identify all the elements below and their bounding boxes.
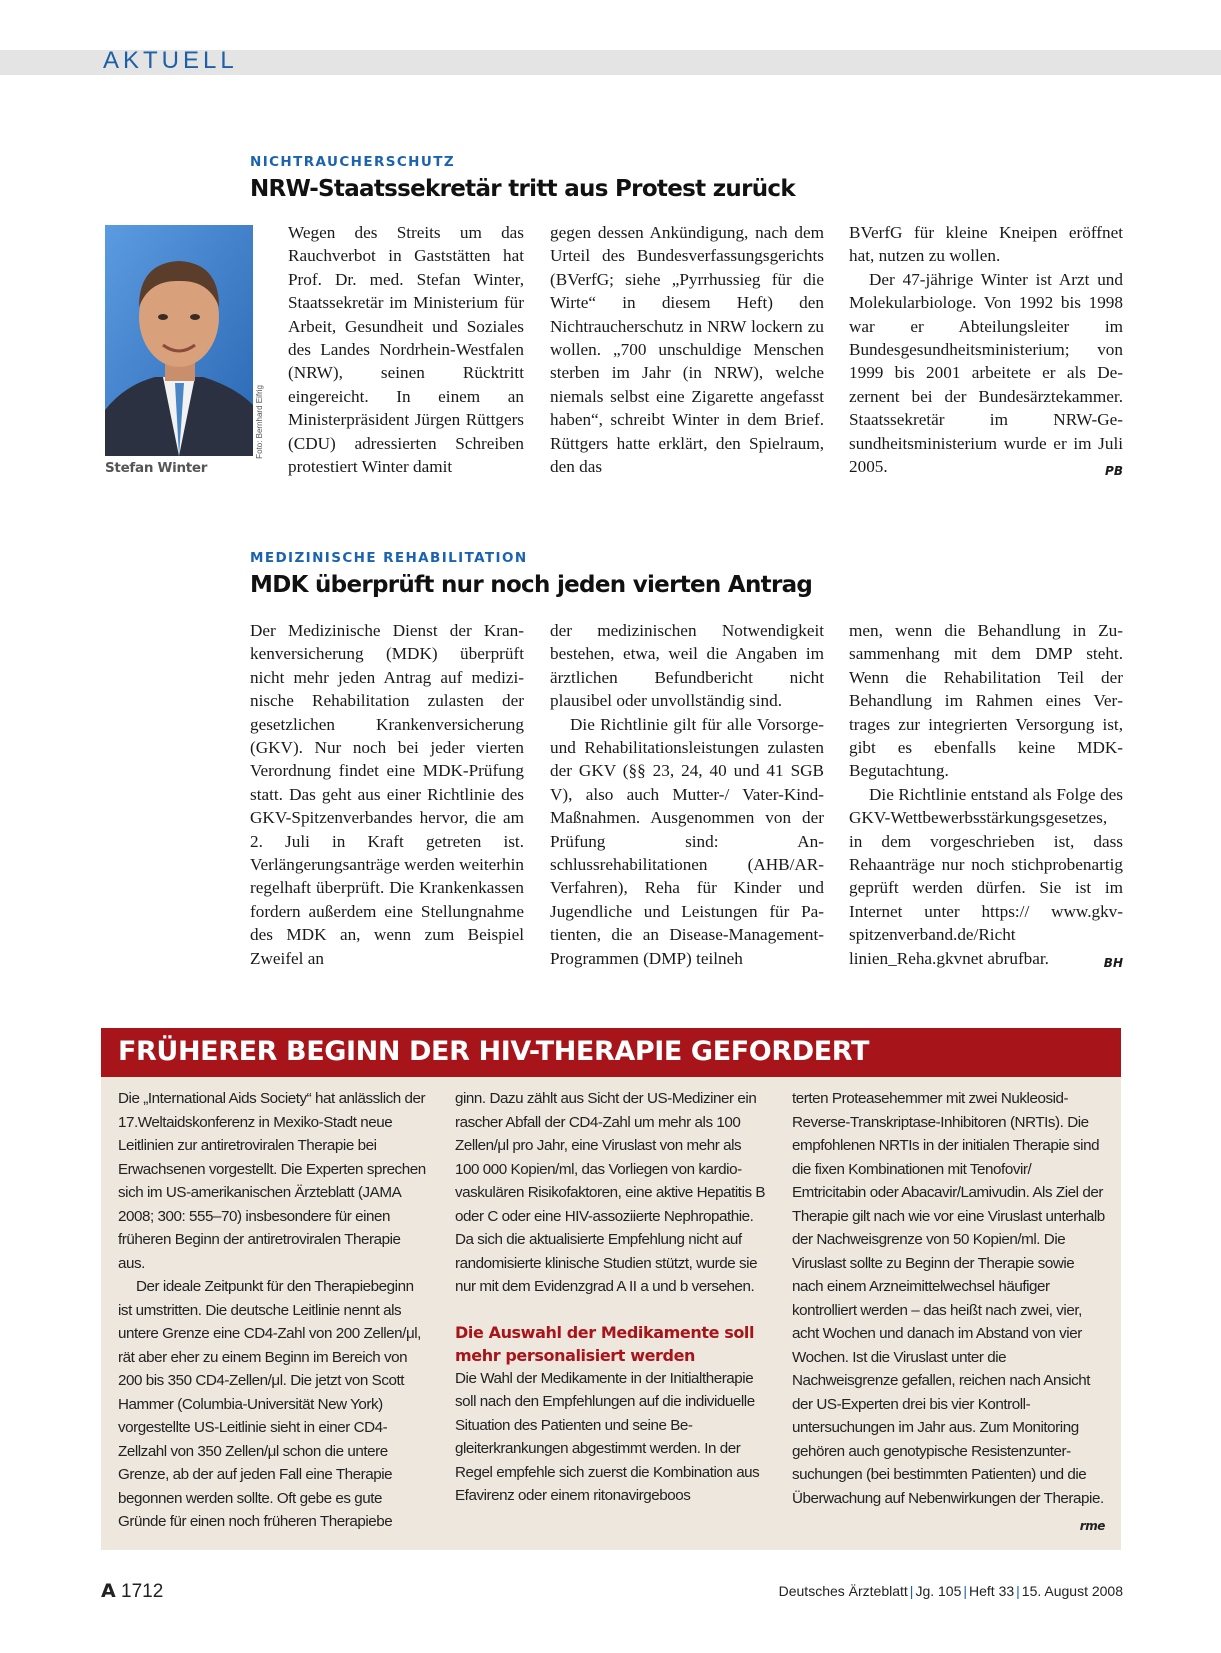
article1-column-3 (849, 221, 1123, 483)
journal-issue: Heft 33 (969, 1583, 1015, 1599)
article1-kicker: NICHTRAUCHERSCHUTZ (250, 154, 456, 170)
box-col2-paragraph-1: ginn. Dazu zählt aus Sicht der US-Mediziner ein rascher Abfall der CD4-Zahl um mehr als 100 Zellen/μl pro Jahr, eine Viruslast von mehr als 100 000 Kopien/ml, das Vorliegen von kardiovaskulären Risikofaktoren, eine aktive Hepatitis B oder C oder eine HIV-assoziierte Nephropathie. Da sich die aktualisierte Empfehlung nicht auf randomisierte klinische Studien stützt, wurde sie nur mit dem Evidenzgrad A II a und b versehen. (455, 1090, 766, 1295)
article2-col3-paragraph-2: Die Richtlinie entstand als Folge des GKV-Wettbewerbsstärkungsgesetzes, in dem vorgeschrieben ist, dass Rehaanträge nur noch stichprobenartig geprüft werden dürfen. Sie ist im Internet unter https:// www.gkv-spitzenverband.de/Richt linien_Reha.gkvnet abrufbar. (849, 784, 1123, 968)
box-column-1 (118, 1087, 431, 1534)
article2-signature: BH (1103, 955, 1123, 970)
article2-col1-text: Der Medizinische Dienst der Krankenversicherung (MDK) überprüft nicht mehr jeden Antrag auf medizinische Rehabilitation zulasten der gesetzlichen Krankenversicherung (GKV). Nur noch bei jeder vierten Verordnung findet eine MDK-Prüfung statt. Das geht aus einer Richtlinie des GKV-Spitzenverbandes hervor, die am 2. Juli in Kraft getreten ist. Verlängerungsanträge werden weiterhin regelhaft überprüft. Die Krankenkassen fordern außerdem eine Stellungnahme des MDK an, wenn zum Beispiel Zweifel an (250, 621, 524, 968)
article1-col3-paragraph-1: BVerfG für kleine Kneipen eröffnet hat, nutzen zu wollen. (849, 223, 1123, 266)
box-col2-paragraph-2: Die Wahl der Medikamente in der Initialtherapie soll nach den Empfehlungen auf die individuelle Situation des Patienten und seine Begleiterkrankungen abgestimmt werden. In der Regel empfehle sich zuerst die Kombination aus Efavirenz oder einem ritonavirgeboos (455, 1369, 760, 1504)
journal-volume: Jg. 105 (915, 1583, 962, 1599)
article1-column-2 (550, 221, 824, 478)
portrait-photo (105, 225, 253, 456)
footer-citation: Deutsches Ärzteblatt | Jg. 105 | Heft 33 | 15. August 2008 (778, 1583, 1123, 1599)
box-subheading: Die Auswahl der Medikamente soll mehr personalisiert werden (455, 1322, 755, 1365)
article2-column-2 (550, 619, 824, 970)
photo-caption: Stefan Winter (105, 460, 208, 476)
box-col3-text: terten Proteasehemmer mit zwei Nukleosid-Reverse-Transkriptase-Inhibitoren (NRTIs). Die empfohlenen NRTIs in der initialen Therapie sind die fixen Kombinationen mit Tenofovir/ Emtricitabin oder Abacavir/Lamivudin. Als Ziel der Therapie gilt nach wie vor eine Viruslast unterhalb der Nachweisgrenze von 50 Kopien/ml. Die Viruslast sollte zu Beginn der Therapie sowie nach einem Arzneimittelwechsel häufiger kontrolliert werden – das heißt nach zwei, vier, acht Wochen und danach im Abstand von vier Wochen. Ist die Viruslast unter die Nachweisgrenze gefallen, reichen nach Ansicht der US-Experten drei bis vier Kontrolluntersuchungen im Jahr aus. Zum Monitoring gehören auch genotypische Resistenzuntersuchungen (bei bestimmten Patienten) und die Überwachung auf Nebenwirkungen der Therapie. (792, 1090, 1105, 1507)
article1-headline: NRW-Staatssekretär tritt aus Protest zurück (250, 176, 795, 202)
article2-kicker: MEDIZINISCHE REHABILITATION (250, 550, 528, 566)
article2-col2-paragraph-1: der medizinischen Notwendigkeit bestehen, etwa, weil die Angaben im ärztlichen Befundbericht nicht plausibel oder unvollständig sind. (550, 621, 824, 711)
article1-column-1 (288, 221, 524, 478)
page-number (101, 1580, 163, 1603)
journal-name: Deutsches Ärzteblatt (778, 1583, 908, 1599)
section-label: AKTUELL (103, 47, 238, 74)
article1-col3-paragraph-2: Der 47-jährige Winter ist Arzt und Molekularbiologe. Von 1992 bis 1998 war er Abteilungsleiter im Bundesgesundheitsministerium; von 1999 bis 2001 arbeitete er als Dezernent bei der Bundesärztekammer. Staatssekretär im NRW-Gesundheitsministerium wurde er im Juli 2005. (849, 269, 1123, 477)
box-col1-paragraph-1: Die „International Aids Society“ hat anlässlich der 17.Weltaidskonferenz in Mexiko-Stadt neue Leitlinien zur antiretroviralen Therapie bei Erwachsenen vorgestellt. Die Experten sprechen sich im US-amerikanischen Ärzteblatt (JAMA 2008; 300: 555–70) insbesondere für einen früheren Beginn der antiretroviralen Therapie aus. (118, 1090, 426, 1272)
article1-col2-text: gegen dessen Ankündigung, nach dem Urteil des Bundesverfassungsgerichts (BVerfG; siehe „Pyrrhussieg für die Wirte“ in diesem Heft) den Nichtraucherschutz in NRW lockern zu wollen. „700 unschuldige Menschen sterben im Jahr (in NRW), welche niemals selbst eine Zigarette angefasst haben“, schreibt Winter in dem Brief. Rüttgers hatte erklärt, den Spielraum, den das (550, 223, 824, 477)
box-signature: rme (1079, 1519, 1105, 1533)
article1-col1-text: Wegen des Streits um das Rauchverbot in Gaststätten hat Prof. Dr. med. Stefan Winter, Staatssekretär im Ministerium für Arbeit, Gesundheit und Soziales des Landes Nordrhein-Westfalen (NRW), seinen Rücktritt eingereicht. In einem an Ministerpräsident Jürgen Rüttgers (CDU) adressierten Schreiben protestiert Winter damit (288, 223, 524, 477)
box-column-3 (792, 1087, 1105, 1539)
box-column-2 (455, 1087, 768, 1508)
article2-column-3 (849, 619, 1123, 975)
article2-column-1 (250, 619, 524, 970)
box-col1-paragraph-2: Der ideale Zeitpunkt für den Therapiebeginn ist umstritten. Die deutsche Leitlinie nennt als untere Grenze eine CD4-Zahl von 200 Zellen/μl, rät aber eher zu einem Beginn im Bereich von 200 bis 350 CD4-Zellen/μl. Die jetzt von Scott Hammer (Columbia-Universität New York) vorgestellte US-Leitlinie sieht in einer CD4-Zellzahl von 350 Zellen/μl schon die untere Grenze, ab der auf jeden Fall eine Therapie begonnen werden sollte. Oft gebe es gute Gründe für einen noch früheren Therapiebe (118, 1278, 421, 1530)
page-number-value: 1712 (121, 1581, 164, 1602)
page-prefix: A (101, 1580, 116, 1602)
article2-col2-paragraph-2: Die Richtlinie gilt für alle Vorsorge- und Rehabilitationsleistungen zulasten der GKV (§§ 23, 24, 40 und 41 SGB V), also auch Mutter-/ Vater-Kind-Maßnahmen. Ausgenommen von der Prüfung sind: Anschlussrehabilitationen (AHB/AR-Verfahren), Reha für Kinder und Jugendliche und Leistungen für Patienten, die an Disease-Management-Programmen (DMP) teilneh (550, 714, 824, 968)
photo-credit: Foto: Bernhard Eifrig (255, 385, 264, 459)
info-box-title: FRÜHERER BEGINN DER HIV-THERAPIE GEFORDERT (118, 1036, 869, 1067)
article2-col3-paragraph-1: men, wenn die Behandlung in Zusammenhang mit dem DMP steht. Wenn die Rehabilitation Teil der Behandlung im Rahmen eines Vertrages zur integrierten Versorgung ist, gibt es ebenfalls keine MDK-Begutachtung. (849, 621, 1123, 781)
issue-date: 15. August 2008 (1021, 1583, 1123, 1599)
article2-headline: MDK überprüft nur noch jeden vierten Antrag (250, 572, 813, 598)
article1-signature: PB (1105, 464, 1123, 479)
